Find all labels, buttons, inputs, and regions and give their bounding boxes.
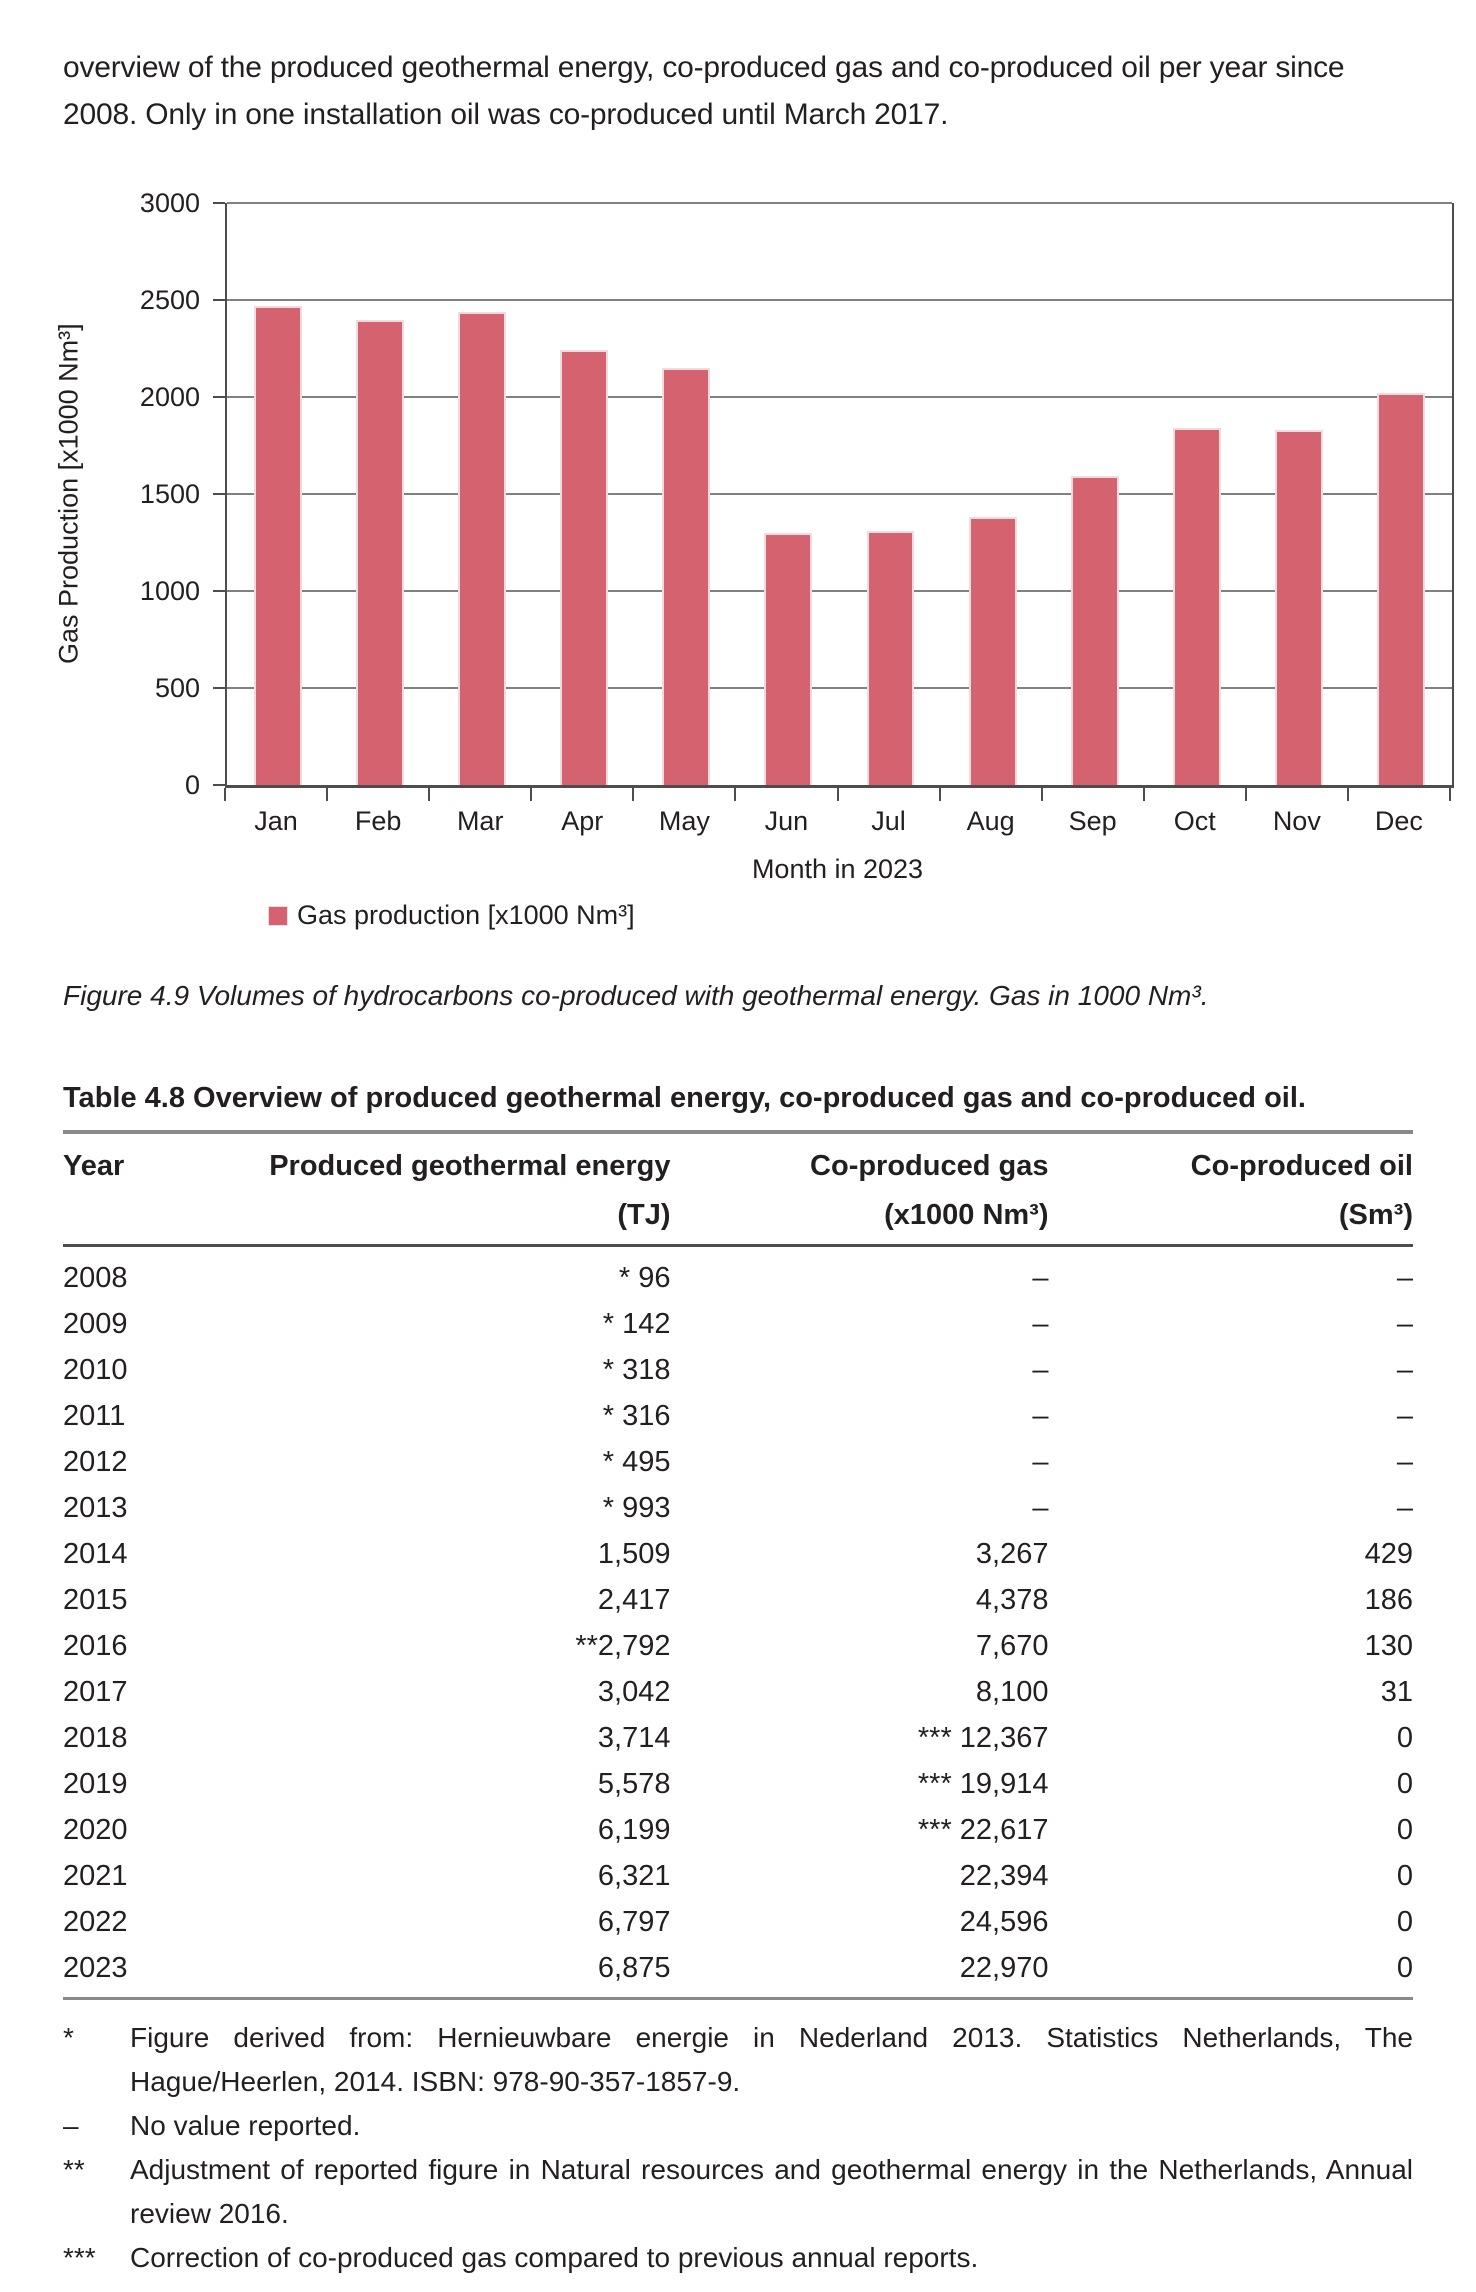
table-cell: 2015 [63, 1583, 128, 1616]
x-tick-label-nov: Nov [1272, 806, 1321, 836]
table-cell: 6,321 [597, 1859, 671, 1892]
table-cell: 2010 [63, 1353, 128, 1386]
table-cell: 2009 [63, 1307, 128, 1340]
y-tick-mark [213, 784, 225, 786]
column-header-produced-geothermal-energy [185, 1132, 671, 1246]
table-cell: 22,394 [959, 1859, 1049, 1892]
y-tick-mark [213, 687, 225, 689]
x-tick-mark [734, 788, 736, 801]
table-cell: 2018 [63, 1721, 128, 1754]
table-cell: 2008 [63, 1261, 128, 1294]
bar-aug [969, 517, 1017, 785]
bar-mar [458, 312, 506, 785]
bar-slot-aug [942, 203, 1044, 785]
x-tick-mark [326, 788, 328, 801]
table-cell: 2012 [63, 1445, 128, 1478]
footnote [63, 2148, 1413, 2236]
table-cell: 8,100 [975, 1675, 1049, 1708]
gas-production-chart [0, 138, 1476, 938]
x-axis-title: Month in 2023 [751, 854, 924, 884]
table-cell: – [1396, 1445, 1413, 1478]
footnote-marker: * [63, 2022, 74, 2053]
table-cell: 3,267 [975, 1537, 1049, 1570]
column-label: Co-produced gas [810, 1150, 1049, 1182]
x-tick-label-sep: Sep [1068, 806, 1117, 836]
y-tick-label: 1000 [139, 576, 200, 606]
y-tick-mark [213, 396, 225, 398]
bar-slot-jul [839, 203, 941, 785]
footnotes [63, 2016, 1413, 2280]
x-tick-label-mar: Mar [456, 806, 504, 836]
footnote-marker: – [63, 2110, 79, 2141]
table-cell: 130 [1364, 1629, 1413, 1662]
table-cell: 0 [1396, 1721, 1413, 1754]
table-row-2010 [63, 1347, 1413, 1393]
footnote-text: Correction of co-produced gas compared to previous annual reports. [130, 2242, 979, 2273]
table-row-2019 [63, 1761, 1413, 1807]
legend-swatch-icon [268, 906, 288, 926]
x-tick-label-jan: Jan [254, 806, 298, 836]
footnote-marker: *** [63, 2242, 96, 2273]
table-cell: 7,670 [975, 1629, 1049, 1662]
table-row-2009 [63, 1301, 1413, 1347]
bar-nov [1275, 430, 1323, 785]
table-cell: 24,596 [959, 1905, 1049, 1938]
table-row-2016 [63, 1623, 1413, 1669]
bar-jul [867, 531, 915, 785]
table-row-2023 [63, 1945, 1413, 1999]
table-cell: – [1396, 1307, 1413, 1340]
figure-caption: Figure 4.9 Volumes of hydrocarbons co-produced with geothermal energy. Gas in 1000 Nm³. [63, 980, 1209, 1011]
table-cell: 2020 [63, 1813, 128, 1846]
x-tick-mark [530, 788, 532, 801]
column-unit: (Sm³) [1338, 1199, 1413, 1231]
table-cell: 22,970 [959, 1951, 1049, 1984]
column-label: Produced geothermal energy [269, 1150, 671, 1182]
table-row-2008 [63, 1246, 1413, 1302]
table-row-2017 [63, 1669, 1413, 1715]
column-header-co-produced-gas [671, 1132, 1049, 1246]
footnote [63, 2236, 1413, 2280]
table-cell: – [1032, 1491, 1049, 1524]
table-cell: * 318 [602, 1353, 671, 1386]
legend-label: Gas production [x1000 Nm³] [297, 900, 635, 930]
table-cell: *** 12,367 [917, 1721, 1049, 1754]
x-axis-tick-labels [225, 806, 1450, 837]
table-cell: 1,509 [597, 1537, 671, 1570]
table-cell: 0 [1396, 1859, 1413, 1892]
table-row-2011 [63, 1393, 1413, 1439]
table-cell: *** 22,617 [917, 1813, 1049, 1846]
table-cell: 2011 [63, 1399, 126, 1432]
bar-may [662, 368, 710, 785]
bar-slot-jun [737, 203, 839, 785]
table-cell: 5,578 [597, 1767, 671, 1800]
bar-jan [254, 306, 302, 785]
footnote [63, 2104, 1413, 2148]
column-header-co-produced-oil [1049, 1132, 1414, 1246]
table-cell: – [1032, 1445, 1049, 1478]
table-row-2022 [63, 1899, 1413, 1945]
x-tick-mark [428, 788, 430, 801]
table-row-2021 [63, 1853, 1413, 1899]
bar-slot-mar [431, 203, 533, 785]
table-title: Table 4.8 Overview of produced geothermal energy, co-produced gas and co-produced oil. [63, 1082, 1306, 1114]
table-cell: – [1032, 1261, 1049, 1294]
x-tick-label-dec: Dec [1374, 806, 1423, 836]
x-tick-label-may: May [658, 806, 710, 836]
table-cell: 31 [1380, 1675, 1413, 1708]
table-cell: 186 [1364, 1583, 1413, 1616]
bar-jun [764, 533, 812, 785]
table-cell: 3,042 [597, 1675, 671, 1708]
column-label: Year [63, 1150, 125, 1182]
footnote-text: Figure derived from: Hernieuwbare energie in Nederland 2013. Statistics Netherlands, The Hague/Heerlen, 2014. ISBN: 978-90-357-1857-9. [130, 2022, 1413, 2097]
x-tick-label-oct: Oct [1173, 806, 1216, 836]
table-row-2015 [63, 1577, 1413, 1623]
table-row-2014 [63, 1531, 1413, 1577]
footnote [63, 2016, 1413, 2104]
y-tick-label: 3000 [139, 188, 200, 218]
y-tick-mark [213, 493, 225, 495]
table-cell: – [1396, 1491, 1413, 1524]
y-tick-mark [213, 202, 225, 204]
x-tick-label-jul: Jul [871, 806, 906, 836]
table-cell: 2017 [63, 1675, 128, 1708]
x-tick-mark [632, 788, 634, 801]
y-tick-label: 2500 [139, 285, 200, 315]
x-tick-mark [1245, 788, 1247, 801]
bar-slot-feb [329, 203, 431, 785]
bar-slot-may [635, 203, 737, 785]
table-cell: 2021 [63, 1859, 128, 1892]
table-cell: * 142 [602, 1307, 671, 1340]
column-label: Co-produced oil [1190, 1150, 1413, 1182]
x-tick-mark [939, 788, 941, 801]
y-tick-label: 1500 [139, 479, 200, 509]
y-tick-mark [213, 299, 225, 301]
bar-slot-oct [1146, 203, 1248, 785]
table-cell: 6,199 [597, 1813, 671, 1846]
table-cell: – [1032, 1399, 1049, 1432]
table-cell: * 993 [602, 1491, 671, 1524]
y-tick-label: 0 [184, 770, 200, 800]
table-cell: 6,875 [597, 1951, 671, 1984]
bar-dec [1377, 393, 1425, 785]
column-header-year [63, 1132, 185, 1246]
x-tick-mark [1041, 788, 1043, 801]
bar-slot-nov [1248, 203, 1350, 785]
table-cell: 429 [1364, 1537, 1413, 1570]
table-row-2013 [63, 1485, 1413, 1531]
table-cell: 2023 [63, 1951, 128, 1984]
table-cell: – [1396, 1399, 1413, 1432]
bar-slot-sep [1044, 203, 1146, 785]
table-cell: * 316 [602, 1399, 671, 1432]
footnote-text: Adjustment of reported figure in Natural resources and geothermal energy in the Netherlands, Annual review 2016. [130, 2154, 1413, 2229]
table-row-2018 [63, 1715, 1413, 1761]
table-cell: – [1032, 1353, 1049, 1386]
table-cell: 0 [1396, 1767, 1413, 1800]
column-unit: (TJ) [617, 1199, 671, 1231]
table-cell: 4,378 [975, 1583, 1049, 1616]
table-cell: * 495 [602, 1445, 671, 1478]
bar-feb [356, 320, 404, 785]
data-table [63, 1130, 1413, 2000]
x-tick-mark [224, 788, 226, 801]
table-cell: – [1396, 1261, 1413, 1294]
footnote-text: No value reported. [130, 2110, 361, 2141]
table-cell: 2014 [63, 1537, 128, 1570]
table-row-2012 [63, 1439, 1413, 1485]
x-tick-label-apr: Apr [561, 806, 604, 836]
x-tick-mark [1347, 788, 1349, 801]
bar-slot-dec [1350, 203, 1452, 785]
intro-paragraph: overview of the produced geothermal energy, co-produced gas and co-produced oil per year since 2008. Only in one installation oil was co-produced until March 2017. [63, 51, 1345, 131]
y-tick-label: 2000 [139, 382, 200, 412]
x-tick-label-aug: Aug [966, 806, 1015, 836]
table-cell: 0 [1396, 1813, 1413, 1846]
x-tick-label-jun: Jun [764, 806, 809, 836]
table-header [63, 1132, 1413, 1246]
table-cell: 2016 [63, 1629, 128, 1662]
footnote-marker: ** [63, 2154, 85, 2185]
table-cell: 2019 [63, 1767, 128, 1800]
table-cell: *** 19,914 [917, 1767, 1049, 1800]
table-cell: **2,792 [575, 1629, 671, 1662]
x-tick-label-feb: Feb [354, 806, 402, 836]
bar-sep [1071, 476, 1119, 785]
table-cell: – [1032, 1307, 1049, 1340]
table-cell: * 96 [618, 1261, 671, 1294]
table-cell: – [1396, 1353, 1413, 1386]
legend [268, 900, 635, 931]
x-tick-mark [1449, 788, 1451, 801]
table-cell: 2013 [63, 1491, 128, 1524]
x-tick-mark [837, 788, 839, 801]
table-row-2020 [63, 1807, 1413, 1853]
table-cell: 0 [1396, 1951, 1413, 1984]
column-unit: (x1000 Nm³) [884, 1199, 1049, 1231]
y-tick-mark [213, 590, 225, 592]
table-cell: 3,714 [597, 1721, 671, 1754]
bar-series [227, 203, 1452, 785]
y-tick-label: 500 [154, 673, 200, 703]
table-cell: 6,797 [597, 1905, 671, 1938]
table-cell: 2,417 [597, 1583, 671, 1616]
bar-slot-jan [227, 203, 329, 785]
bar-oct [1173, 428, 1221, 785]
table-cell: 0 [1396, 1905, 1413, 1938]
y-axis-title: Gas Production [x1000 Nm³] [53, 323, 84, 665]
bar-apr [560, 350, 608, 785]
table-cell: 2022 [63, 1905, 128, 1938]
bar-slot-apr [533, 203, 635, 785]
x-tick-mark [1143, 788, 1145, 801]
table-body [63, 1246, 1413, 1999]
plot-area [225, 203, 1454, 788]
